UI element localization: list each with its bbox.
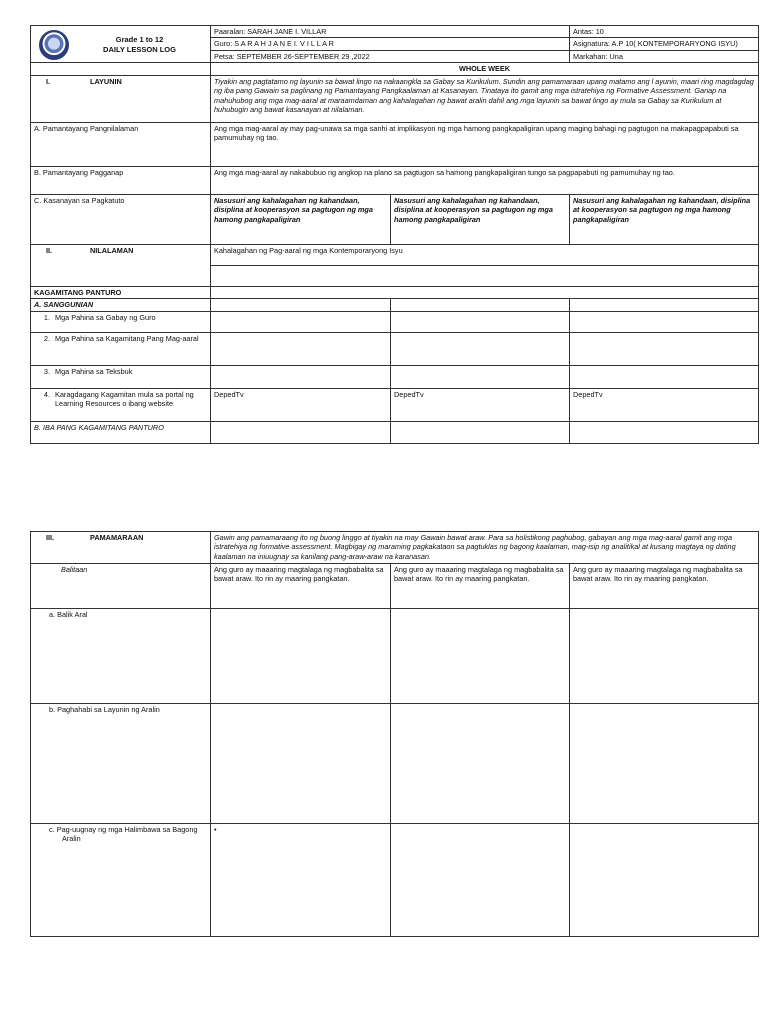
nilalaman-text: Kahalagahan ng Pag-aaral ng mga Kontemporaryong Isyu: [211, 244, 759, 265]
kasanayan-col2: Nasusuri ang kahalagahan ng kahandaan, disiplina at kooperasyon sa pagtugon ng mga hamong pangkapaligiran: [391, 194, 570, 244]
bullet-cell: •: [211, 824, 391, 937]
item-num: 2.: [43, 333, 50, 343]
grade-label: Grade 1 to 12: [115, 35, 164, 44]
pamamaraan-num: III.: [46, 533, 55, 542]
item-label: Mga Pahina sa Gabay ng Guro: [55, 312, 156, 322]
layunin-label: [31, 75, 211, 122]
nilalaman-label: [31, 244, 211, 286]
item-label: Mga Pahina sa Kagamitang Pang Mag-aaral: [55, 333, 199, 343]
log-title: DAILY LESSON LOG: [103, 44, 176, 54]
lesson-log-part-2: [30, 531, 758, 937]
sanggunian-label: A. SANGGUNIAN: [31, 299, 211, 311]
kasanayan-col1: Nasusuri ang kahalagahan ng kahandaan, disiplina at kooperasyon sa pagtugon ng mga hamong pangkapaligiran: [211, 194, 391, 244]
kagamitan-item-1: [31, 311, 211, 332]
iba-pang-label: B. IBA PANG KAGAMITANG PANTURO: [31, 421, 211, 443]
kasanayan-col3: Nasusuri ang kahalagahan ng kahandaan, disiplina at kooperasyon sa pagtugon ng mga hamong pangkapaligiran: [570, 194, 759, 244]
kasanayan-label: C. Kasanayan sa Pagkatuto: [31, 194, 211, 244]
pag-uugnay-label: [31, 824, 211, 937]
kagamitan-item-3: [31, 365, 211, 388]
kagamitan-item-2: [31, 332, 211, 365]
pagganap-text: Ang mga mag-aaral ay nakabubuo ng angkop na plano sa pagtugon sa hamong pangkapaligiran tungo sa pagpapabuti ng pamumuhay ng tao.: [211, 166, 759, 194]
quarter-cell: Markahan: Una: [570, 50, 759, 62]
layunin-num: I.: [46, 76, 51, 86]
pamamaraan-title: PAMAMARAAN: [90, 533, 144, 542]
deped-cell-2: DepedTv: [391, 388, 570, 421]
header-logo-cell: [31, 26, 211, 63]
teacher-cell: Guro: S A R A H J A N E I. V I L L A R: [211, 38, 570, 50]
deped-cell-1: DepedTv: [211, 388, 391, 421]
balitaan-col3: Ang guro ay maaaring magtalaga ng magbabalita sa bawat araw. Ito rin ay maaring pangkatan.: [570, 564, 759, 609]
nilalaman-num: II.: [46, 245, 53, 255]
item-num: 4.: [43, 389, 50, 399]
pag-uugnay-text: c. Pag-uugnay ng mga Halimbawa sa Bagong Aralin: [49, 825, 198, 844]
paghahabi-label: b. Paghahabi sa Layunin ng Aralin: [31, 704, 211, 824]
header-title: [69, 26, 210, 60]
deped-seal-icon: [39, 30, 69, 60]
date-cell: Petsa: SEPTEMBER 26-SEPTEMBER 29 ,2022: [211, 50, 570, 62]
item-label: Karagdagang Kagamitan mula sa portal ng Learning Resources o ibang website: [55, 389, 194, 409]
balitaan-col1: Ang guro ay maaaring magtalaga ng magbabalita sa bawat araw. Ito rin ay maaring pangkatan.: [211, 564, 391, 609]
nilalaman-title: NILALAMAN: [90, 245, 134, 255]
pamamaraan-text: Gawin ang pamamaraang ito ng buong linggo at tiyakin na may Gawain bawat araw. Para sa holistikong paghubog, gabayan ang mga mag-aaral gamit ang mga istratehiya ng formative assessment. Magbigay ng maraming pagkakataon sa pagtuklas ng bagong kaalaman, mag-isip ng analitikal at kusang magtaya ng dating kaalaman na iniuugnay sa kanilang pang-araw-araw na karanasan.: [211, 532, 759, 564]
item-num: 3.: [43, 366, 50, 376]
deped-cell-3: DepedTv: [570, 388, 759, 421]
lesson-log-part-1: [30, 25, 758, 444]
item-label: Mga Pahina sa Teksbuk: [55, 366, 133, 376]
item-num: 1.: [43, 312, 50, 322]
pamamaraan-label: [31, 532, 211, 564]
balik-aral-label: a. Balik Aral: [31, 609, 211, 704]
subject-cell: Asignatura: A.P 10( KONTEMPORARYONG ISYU): [570, 38, 759, 50]
week-cell: WHOLE WEEK: [211, 63, 759, 75]
grade-level-cell: Antas: 10: [570, 26, 759, 38]
school-cell: Paaralan: SARAH JANE I. VILLAR: [211, 26, 570, 38]
pagganap-label: B. Pamantayang Pagganap: [31, 166, 211, 194]
balitaan-col2: Ang guro ay maaaring magtalaga ng magbabalita sa bawat araw. Ito rin ay maaring pangkatan.: [391, 564, 570, 609]
pangnilalaman-text: Ang mga mag-aaral ay may pag-unawa sa mga sanhi at implikasyon ng mga hamong pangkapaligiran upang maging bahagi ng pagtugon na makapagpapabuti sa pamumuhay ng tao.: [211, 122, 759, 166]
pangnilalaman-label: A. Pamantayang Pangnilalaman: [31, 122, 211, 166]
layunin-text: Tiyakin ang pagtatamo ng layunin sa bawat lingo na nakaangkla sa Gabay sa Kurikulum. Sundin ang pamamaraan upang matamo ang l ayunin, maari ring magdagdag ng iba pang Gawain sa paglinang ng Pamantayang Pangkaalaman at Kasanayan. Tinataya ito gamit ang mga istratehiya ng Formative Assessment. Ganap na mahuhubog ang mga mag-aaral at maraamdaman ang kahalagahan ng bawat aralin dahil ang mga layunin sa bawat lingo ay mula sa Gabay sa Kurikulum at huhubugin ang bawat kasanayan at nilalaman.: [211, 75, 759, 122]
layunin-title: LAYUNIN: [90, 76, 122, 86]
kagamitan-title: KAGAMITANG PANTURO: [31, 286, 211, 298]
kagamitan-item-4: [31, 388, 211, 421]
balitaan-label: Balitaan: [31, 564, 211, 609]
